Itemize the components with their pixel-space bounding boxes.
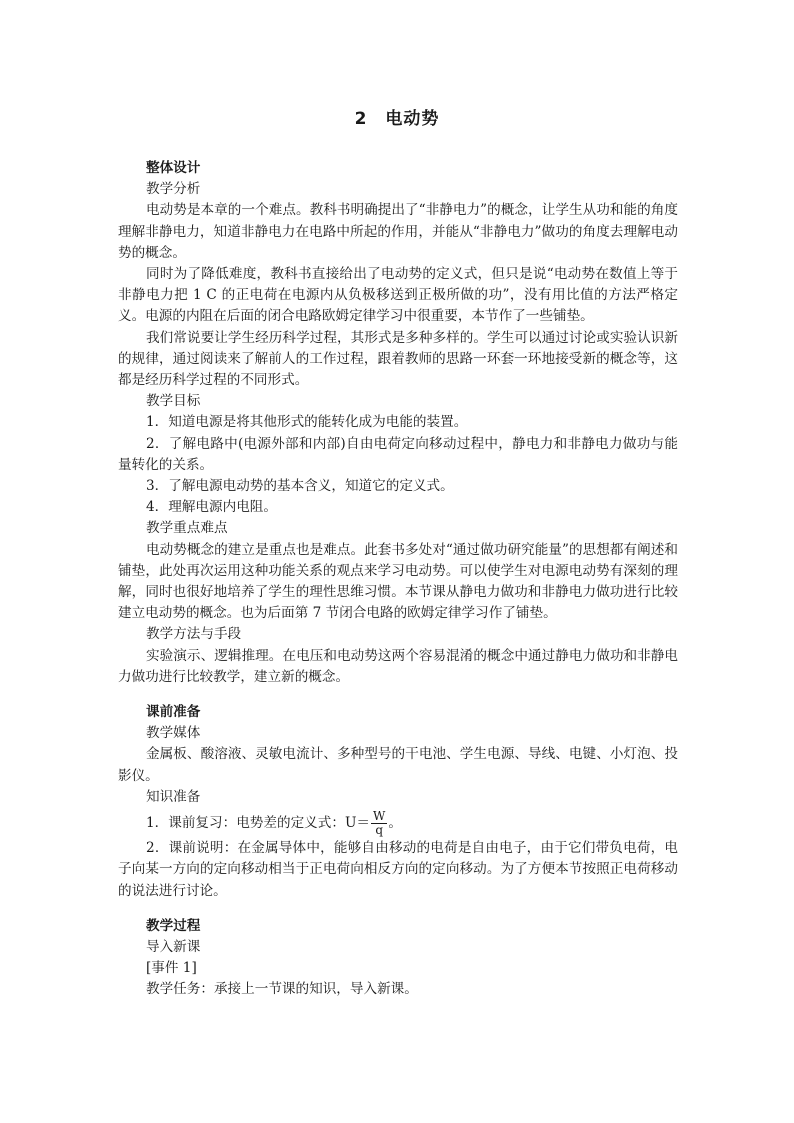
section-spacer (118, 688, 678, 702)
paragraph-keypoints: 电动势概念的建立是重点也是难点。此套书多处对“通过做功研究能量”的思想都有阐述和铺垫，此处再次运用这种功能关系的观点来学习电动势。可以使学生对电源电动势有深刻的理解，同时也很好地培养了学生的理性思维习惯。本节课从静电力做功和非静电力做功进行比较建立电动势的概念。也为后面第 7 节闭合电路的欧姆定律学习作了铺垫。 (118, 541, 678, 622)
paragraph-analysis-1: 电动势是本章的一个难点。教科书明确提出了“非静电力”的概念，让学生从功和能的角度理解非静电力，知道非静电力在电路中所起的作用，并能从“非静电力”做功的角度去理解电动势的概念。 (118, 202, 678, 261)
subheading-analysis: 教学分析 (146, 181, 201, 198)
document-body (118, 158, 678, 1001)
paragraph-media: 金属板、酸溶液、灵敏电流计、多种型号的干电池、学生电源、导线、电键、小灯泡、投影仪。 (118, 746, 678, 784)
subheading-knowledge: 知识准备 (146, 788, 201, 805)
review-equation-line (118, 808, 678, 838)
fraction-numerator: W (373, 809, 386, 824)
paragraph-task: 教学任务：承接上一节课的知识，导入新课。 (146, 981, 418, 998)
section-heading-process: 教学过程 (146, 917, 201, 934)
goal-item-2: 2．了解电路中(电源外部和内部)自由电荷定向移动过程中，静电力和非静电力做功与能量转化的关系。 (118, 435, 678, 473)
fraction-denominator: q (375, 823, 384, 838)
paragraph-methods: 实验演示、逻辑推理。在电压和电动势这两个容易混淆的概念中通过静电力做功和非静电力做功进行比较教学，建立新的概念。 (118, 647, 678, 685)
goal-item-3: 3．了解电源电动势的基本含义，知道它的定义式。 (146, 478, 454, 495)
paragraph-analysis-2: 同时为了降低难度，教科书直接给出了电动势的定义式，但只是说“电动势在数值上等于非静电力把 1 C 的正电荷在电源内从负极移送到正极所做的功”，没有用比值的方法严格定义。电源的内阻在后面的闭合电路欧姆定律学习中很重要，本节作了一些铺垫。 (118, 266, 678, 325)
event-label: [事件 1] (146, 960, 197, 977)
subheading-intro: 导入新课 (146, 938, 201, 955)
goal-item-1: 1．知道电源是将其他形式的能转化成为电能的装置。 (146, 414, 468, 431)
subheading-keypoints: 教学重点难点 (146, 520, 228, 537)
review-suffix: 。 (388, 815, 402, 832)
subheading-methods: 教学方法与手段 (146, 626, 242, 643)
section-heading-overall: 整体设计 (146, 160, 201, 176)
subheading-goals: 教学目标 (146, 393, 201, 410)
fraction-w-over-q (371, 810, 387, 837)
section-spacer (118, 902, 678, 916)
goal-item-4: 4．理解电源内电阻。 (146, 499, 277, 516)
page-title: 2 电动势 (354, 109, 440, 129)
paragraph-explain: 2．课前说明：在金属导体中，能够自由移动的电荷是自由电子，由于它们带负电荷，电子向某一方向的定向移动相当于正电荷向相反方向的定向移动。为了方便本节按照正电荷移动的说法进行讨论。 (118, 840, 678, 899)
subheading-media: 教学媒体 (146, 725, 201, 742)
review-prefix: 1．课前复习：电势差的定义式：U＝ (146, 815, 371, 832)
paragraph-analysis-3: 我们常说要让学生经历科学过程，其形式是多种多样的。学生可以通过讨论或实验认识新的规律，通过阅读来了解前人的工作过程，跟着教师的思路一环套一环地接受新的概念等，这都是经历科学过程的不同形式。 (118, 329, 678, 389)
section-heading-prep: 课前准备 (146, 704, 201, 721)
